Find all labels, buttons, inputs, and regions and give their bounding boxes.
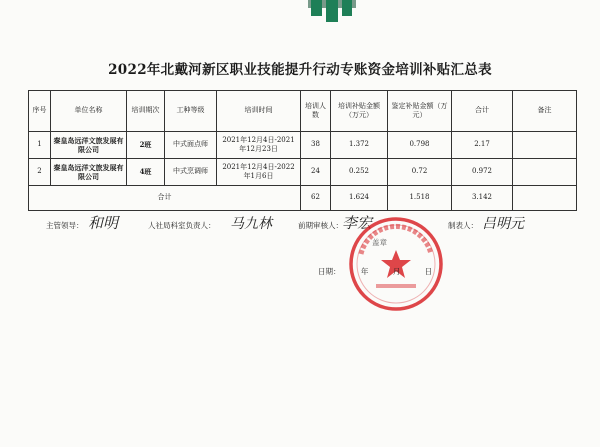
binder-clip [311,0,322,16]
total-note [513,186,577,211]
total-label: 合计 [29,186,301,211]
row-note [513,132,577,159]
date-label: 日期： [318,267,341,276]
unit-name: 秦皇岛远洋文旅发展有限公司 [51,132,127,159]
date-line [318,266,432,277]
maker-signature: 吕明元 [482,216,524,232]
leader-signature: 和明 [88,214,119,232]
header-cell: 鉴定补贴金额（万元） [388,91,452,132]
binder-clip [326,0,338,22]
header-cell: 序号 [29,91,51,132]
reviewer-signature: 李宏 [342,214,373,232]
grand-total: 3.142 [452,186,513,211]
training-time: 2021年12月4日-2021年12月23日 [217,132,301,159]
trainee-count: 24 [301,159,331,186]
row-total: 2.17 [452,132,513,159]
maker-label: 制表人： [448,221,478,230]
row-number: 2 [29,159,51,186]
table-row [29,159,577,186]
reviewer-label: 前期审核人： [298,221,343,230]
subsidy-summary-table [28,90,577,211]
row-note [513,159,577,186]
appraisal-subsidy: 0.72 [388,159,452,186]
total-appraisal-subsidy: 1.518 [388,186,452,211]
header-cell: 合计 [452,91,513,132]
header-cell: 单位名称 [51,91,127,132]
unit-name: 秦皇岛远洋文旅发展有限公司 [51,159,127,186]
row-total: 0.972 [452,159,513,186]
header-cell: 培训时间 [217,91,301,132]
training-subsidy: 1.372 [331,132,388,159]
table-header-row [29,91,577,132]
training-period: 4班 [127,159,165,186]
date-month: 月 [392,267,401,276]
header-cell: 培训补贴金额（万元） [331,91,388,132]
table-row [29,132,577,159]
training-time: 2021年12月4日-2022年1月6日 [217,159,301,186]
trainee-count: 38 [301,132,331,159]
binder-clip [342,0,352,16]
header-cell: 工种等级 [165,91,217,132]
header-cell: 备注 [513,91,577,132]
job-grade: 中式面点师 [165,132,217,159]
date-year: 年 [360,267,369,276]
total-row [29,186,577,211]
appraisal-subsidy: 0.798 [388,132,452,159]
row-number: 1 [29,132,51,159]
training-period: 2班 [127,132,165,159]
header-cell: 培训期次 [127,91,165,132]
document-title: 2022年北戴河新区职业技能提升行动专账资金培训补贴汇总表 [108,62,492,78]
stamp-label: 盖章 [372,238,387,247]
total-training-subsidy: 1.624 [331,186,388,211]
section-head-signature: 马九林 [230,216,272,232]
training-subsidy: 0.252 [331,159,388,186]
job-grade: 中式烹调师 [165,159,217,186]
leader-label: 主管领导： [46,221,84,230]
total-count: 62 [301,186,331,211]
header-cell: 培训人数 [301,91,331,132]
date-day: 日 [424,267,433,276]
section-head-label: 人社局科室负责人： [148,221,216,230]
official-seal-stamp [346,214,446,314]
